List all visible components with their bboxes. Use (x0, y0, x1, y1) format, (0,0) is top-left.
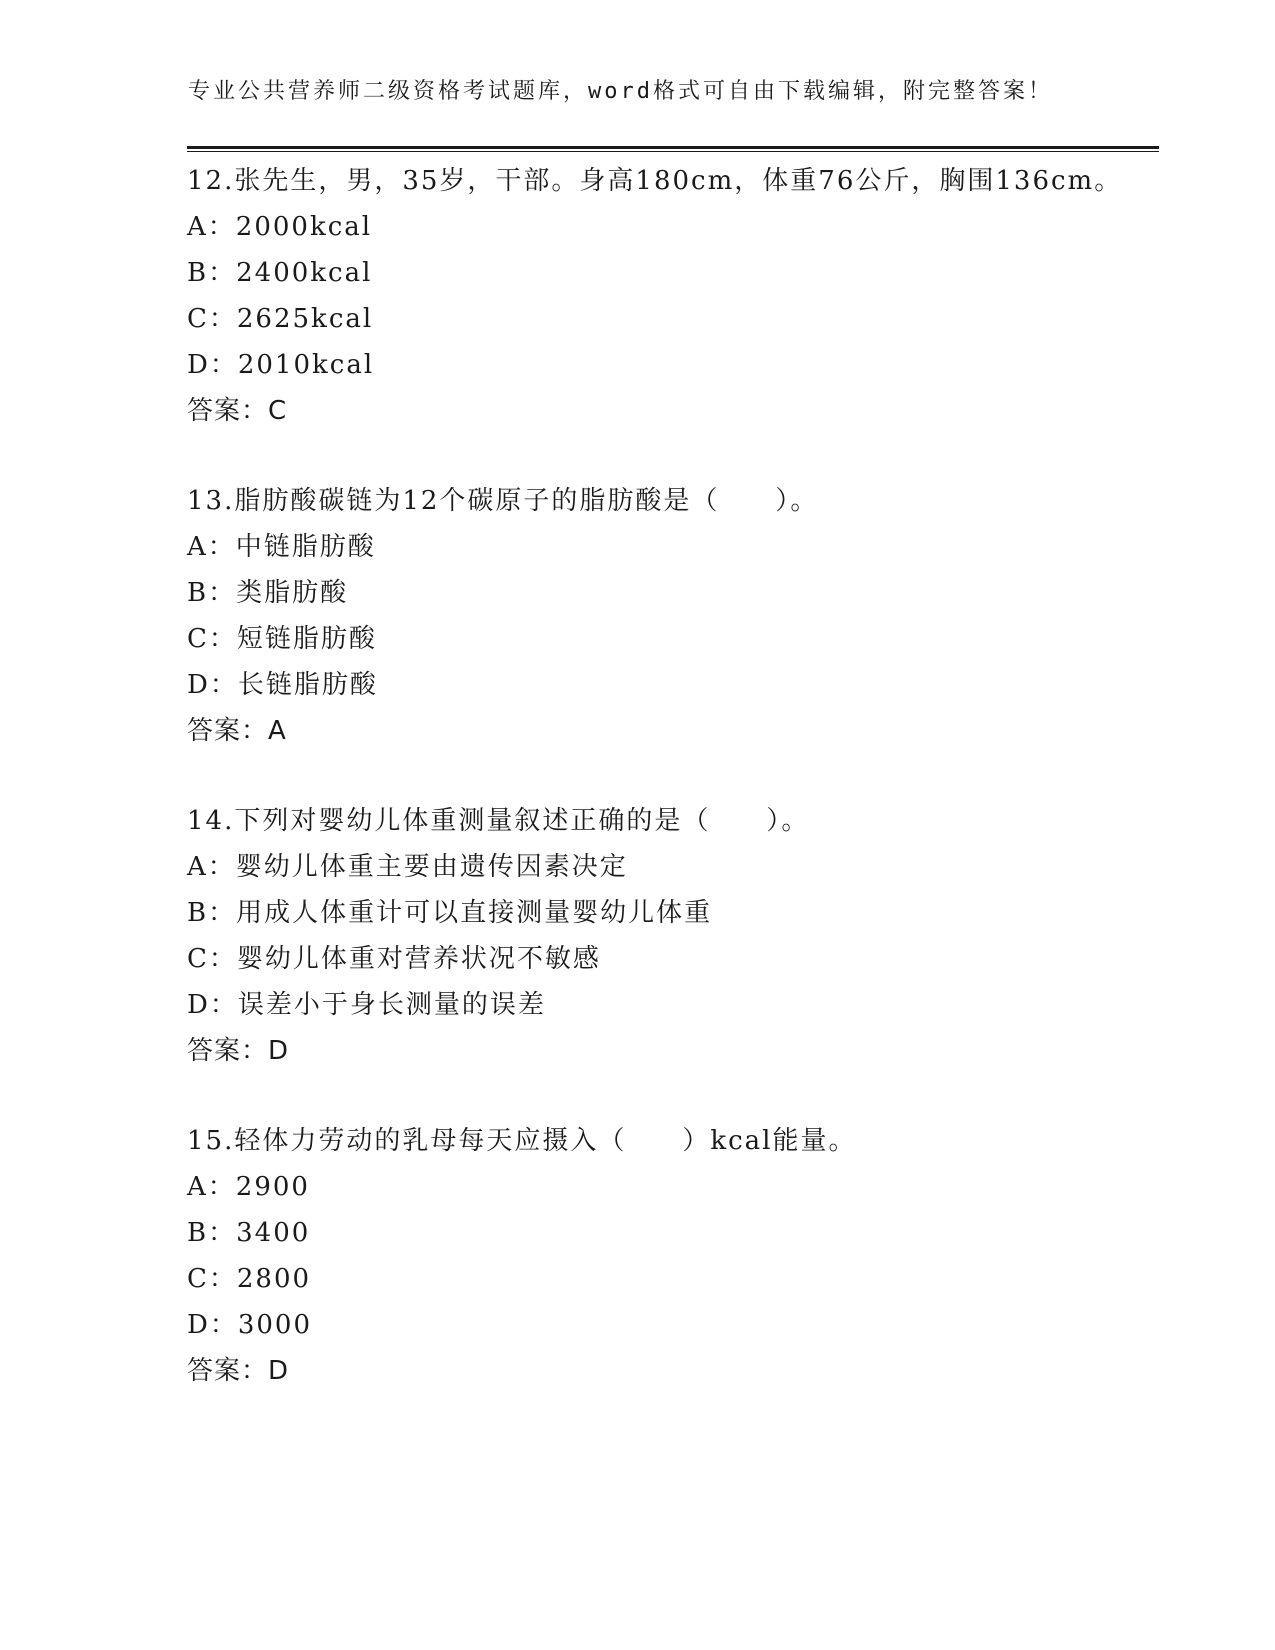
header-rule-thin (187, 151, 1159, 152)
question-15 (187, 1118, 1147, 1394)
question-stem: 13.脂肪酸碳链为12个碳原子的脂肪酸是（ ）。 (187, 486, 819, 516)
option-c: C：婴幼儿体重对营养状况不敏感 (187, 944, 601, 974)
question-13 (187, 478, 1147, 754)
option-b: B：类脂肪酸 (187, 578, 349, 608)
option-d: D：2010kcal (187, 350, 375, 380)
question-stem: 14.下列对婴幼儿体重测量叙述正确的是（ ）。 (187, 806, 810, 836)
header-rule-thick (187, 146, 1159, 149)
option-c: C：2800 (187, 1264, 312, 1294)
option-a: A：2900 (187, 1172, 310, 1202)
option-a: A：婴幼儿体重主要由遗传因素决定 (187, 852, 628, 882)
option-c: C：2625kcal (187, 304, 374, 334)
answer-line: 答案：A (187, 716, 287, 746)
option-d: D：长链脂肪酸 (187, 670, 378, 700)
option-c: C：短链脂肪酸 (187, 624, 377, 654)
question-12 (187, 158, 1147, 434)
option-b: B：3400 (187, 1218, 311, 1248)
question-stem: 15.轻体力劳动的乳母每天应摄入（ ）kcal能量。 (187, 1126, 857, 1156)
answer-line: 答案：D (187, 1036, 290, 1066)
option-a: A：中链脂肪酸 (187, 532, 376, 562)
question-14 (187, 798, 1147, 1074)
option-d: D：误差小于身长测量的误差 (187, 990, 546, 1020)
option-b: B：2400kcal (187, 258, 373, 288)
answer-line: 答案：D (187, 1356, 290, 1386)
page-header: 专业公共营养师二级资格考试题库，word格式可自由下载编辑，附完整答案！ (188, 79, 1053, 104)
question-list (187, 158, 1147, 1438)
question-stem: 12.张先生，男，35岁，干部。身高180cm，体重76公斤，胸围136cm。 (187, 166, 1123, 196)
option-b: B：用成人体重计可以直接测量婴幼儿体重 (187, 898, 713, 928)
option-d: D：3000 (187, 1310, 313, 1340)
option-a: A：2000kcal (187, 212, 373, 242)
answer-line: 答案：C (187, 396, 288, 426)
